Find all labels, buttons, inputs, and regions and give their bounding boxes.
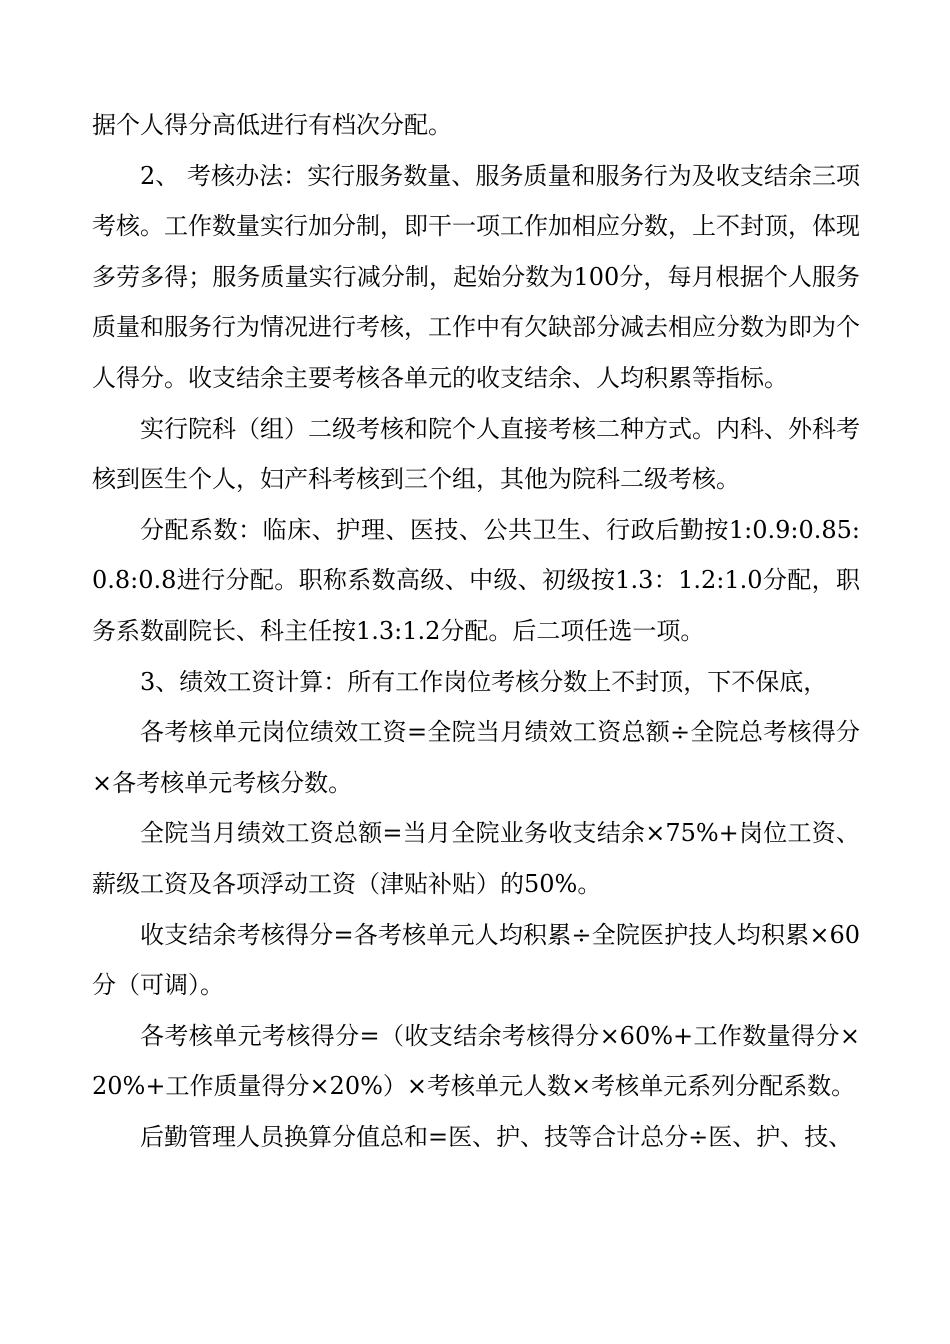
document-body — [92, 100, 860, 1162]
paragraph-6: 各考核单元岗位绩效工资=全院当月绩效工资总额÷全院总考核得分×各考核单元考核分数。 — [92, 718, 860, 797]
paragraph-4: 分配系数：临床、护理、医技、公共卫生、行政后勤按1:0.9:0.85:0.8:0.8进行分配。职称系数高级、中级、初级按1.3：1.2:1.0分配，职务系数副院长、科主任按1.3:1.2分配。后二项任选一项。 — [92, 515, 860, 645]
paragraph-8: 收支结余考核得分=各考核单元人均积累÷全院医护技人均积累×60分（可调）。 — [92, 920, 860, 1000]
paragraph-9: 各考核单元考核得分=（收支结余考核得分×60%+工作数量得分×20%+工作质量得分×20%）×考核单元人数×考核单元系列分配系数。 — [92, 1021, 860, 1101]
paragraph-2: 2、 考核办法：实行服务数量、服务质量和服务行为及收支结余三项考核。工作数量实行加分制，即干一项工作加相应分数，上不封顶，体现多劳多得；服务质量实行减分制，起始分数为100分，每月根据个人服务质量和服务行为情况进行考核，工作中有欠缺部分减去相应分数为即为个人得分。收支结余主要考核各单元的收支结余、人均积累等指标。 — [92, 161, 860, 392]
paragraph-3: 实行院科（组）二级考核和院个人直接考核二种方式。内科、外科考核到医生个人，妇产科考核到三个组，其他为院科二级考核。 — [92, 414, 860, 494]
paragraph-7: 全院当月绩效工资总额=当月全院业务收支结余×75%+岗位工资、薪级工资及各项浮动工资（津贴补贴）的50%。 — [92, 819, 860, 898]
paragraph-1: 据个人得分高低进行有档次分配。 — [92, 111, 452, 139]
paragraph-10: 后勤管理人员换算分值总和=医、护、技等合计总分÷医、护、技、 — [140, 1122, 853, 1151]
paragraph-5: 3、绩效工资计算：所有工作岗位考核分数上不封顶，下不保底， — [140, 667, 828, 696]
